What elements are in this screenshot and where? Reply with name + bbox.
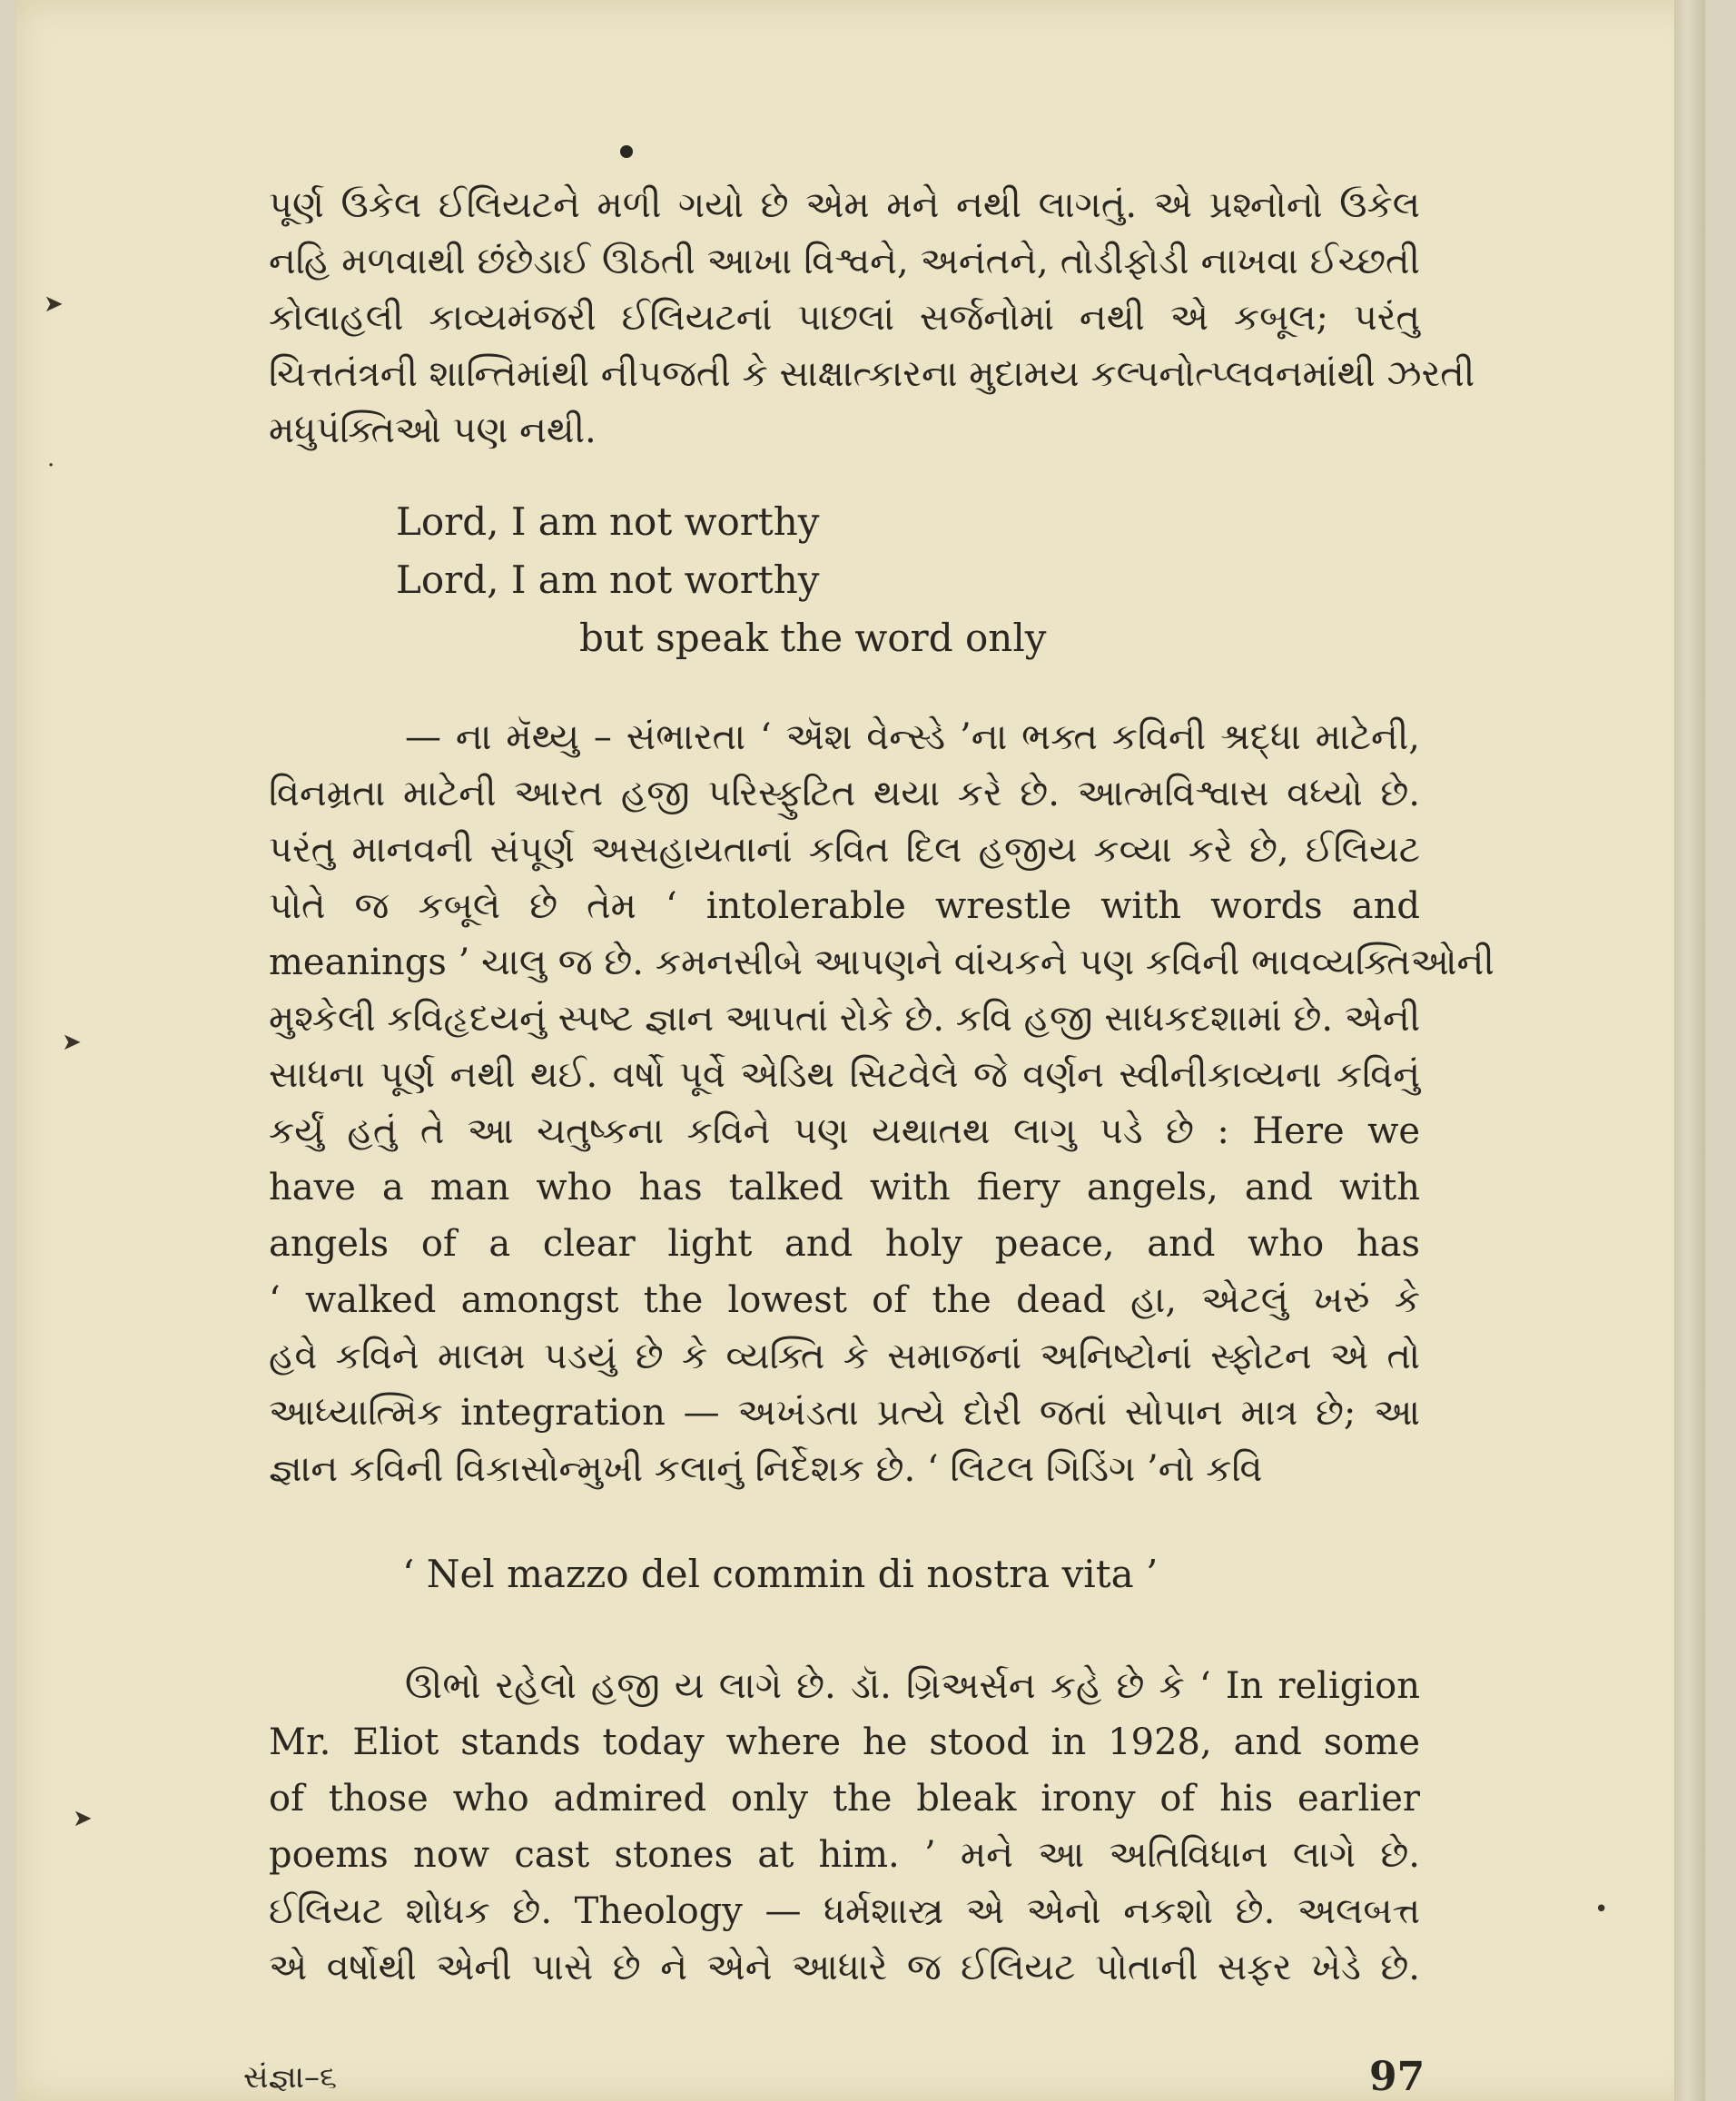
text-line: of those who admired only the bleak irony of his earlier [269,1778,1420,1820]
text-line: હવે કવિને માલમ પડયું છે કે વ્યક્તિ કે સમાજનાં અનિષ્ટોનાં સ્ફોટન એ તો [269,1336,1420,1377]
verse-line: ‘ Nel mazzo del commin di nostra vita ’ [402,1552,1159,1596]
text-line: કર્યું હતું તે આ ચતુષ્કના કવિને પણ યથાતથ લાગુ પડે છે : Here we [269,1110,1420,1152]
book-page [16,0,1705,2101]
text-line: સાધના પૂર્ણ નથી થઈ. વર્ષો પૂર્વે એડિથ સિટવેલે જે વર્ણન સ્વીનીકાવ્યના કવિનું [269,1054,1420,1096]
text-line: પોતે જ કબૂલે છે તેમ ‘ intolerable wrestle with words and [269,885,1420,927]
journal-signature: સંજ્ઞા–૬ [243,2059,338,2096]
text-line: જ્ઞાન કવિની વિકાસોન્મુખી કલાનું નિર્દેશક છે. ‘ લિટલ ગિડિંગ ’નો કવિ [269,1448,1263,1490]
ornament-dot [620,145,633,158]
paragraph-3 [269,1658,1420,1996]
text-line: ઈલિયટ શોધક છે. Theology — ધર્મશાસ્ત્ર એ એનો નકશો છે. અલબત્ત [269,1890,1420,1932]
text-line: મધુપંક્તિઓ પણ નથી. [269,409,597,451]
verse-line: Lord, I am not worthy [396,499,820,544]
text-line: પૂર્ણ ઉકેલ ઈલિયટને મળી ગયો છે એમ મને નથી લાગતું. એ પ્રશ્નોનો ઉકેલ [269,184,1420,226]
margin-mark-arrow: ➤ [62,1029,82,1056]
paragraph-2 [269,709,1494,1497]
margin-mark-arrow: ➤ [73,1805,93,1832]
text-line: ઊભો રહેલો હજી ય લાગે છે. ડૉ. ગ્રિઅર્સન કહે છે કે ‘ In religion [405,1665,1420,1707]
text-line: — ના મૅથ્યુ – સંભારતા ‘ ઍશ વેન્સ્ડે ’ના ભક્ત કવિની શ્રદ્ધા માટેની, [405,716,1420,758]
verse-line: Lord, I am not worthy [396,557,820,602]
verse-line: but speak the word only [579,616,1047,660]
page-number: 97 [1369,2054,1425,2100]
text-line: ‘ walked amongst the lowest of the dead હા, એટલું ખરું કે [269,1279,1420,1321]
margin-mark-dot: • [1594,1896,1609,1923]
margin-mark-arrow: ➤ [44,291,64,318]
page-edge [1674,0,1705,2101]
text-line: meanings ’ ચાલુ જ છે. કમનસીબે આપણને વાંચકને પણ કવિની ભાવવ્યક્તિઓની [269,942,1494,983]
text-line: poems now cast stones at him. ’ મને આ અતિવિધાન લાગે છે. [269,1834,1420,1876]
text-line: Mr. Eliot stands today where he stood in 1928, and some [269,1721,1420,1763]
margin-mark-tick: · [47,452,55,479]
text-line: એ વર્ષોથી એની પાસે છે ને એને આધારે જ ઈલિયટ પોતાની સફર ખેડે છે. [269,1947,1420,1988]
text-line: angels of a clear light and holy peace, and who has [269,1223,1420,1265]
text-line: મુશ્કેલી કવિહૃદયનું સ્પષ્ટ જ્ઞાન આપતાં રોકે છે. કવિ હજી સાધકદશામાં છે. એની [269,998,1421,1040]
text-line: આધ્યાત્મિક integration — અખંડતા પ્રત્યે દોરી જતાં સોપાન માત્ર છે; આ [269,1392,1420,1434]
text-line: કોલાહલી કાવ્યમંજરી ઈલિયટનાં પાછલાં સર્જનોમાં નથી એ કબૂલ; પરંતુ [269,297,1420,339]
text-line: ચિત્તતંત્રની શાન્તિમાંથી નીપજતી કે સાક્ષાત્કારના મુદામય કલ્પનોત્પ્લવનમાંથી ઝરતી [269,353,1475,395]
text-line: પરંતુ માનવની સંપૂર્ણ અસહાયતાનાં કવિત દિલ હજીય કવ્યા કરે છે, ઈલિયટ [269,829,1420,871]
text-line: નહિ મળવાથી છંછેડાઈ ઊઠતી આખા વિશ્વને, અનંતને, તોડીફોડી નાખવા ઈચ્છતી [269,241,1420,282]
paragraph-1 [269,177,1475,459]
text-line: have a man who has talked with fiery angels, and with [269,1167,1420,1208]
text-line: વિનમ્રતા માટેની આરત હજી પરિસ્ફુટિત થયા કરે છે. આત્મવિશ્વાસ વધ્યો છે. [269,773,1420,814]
